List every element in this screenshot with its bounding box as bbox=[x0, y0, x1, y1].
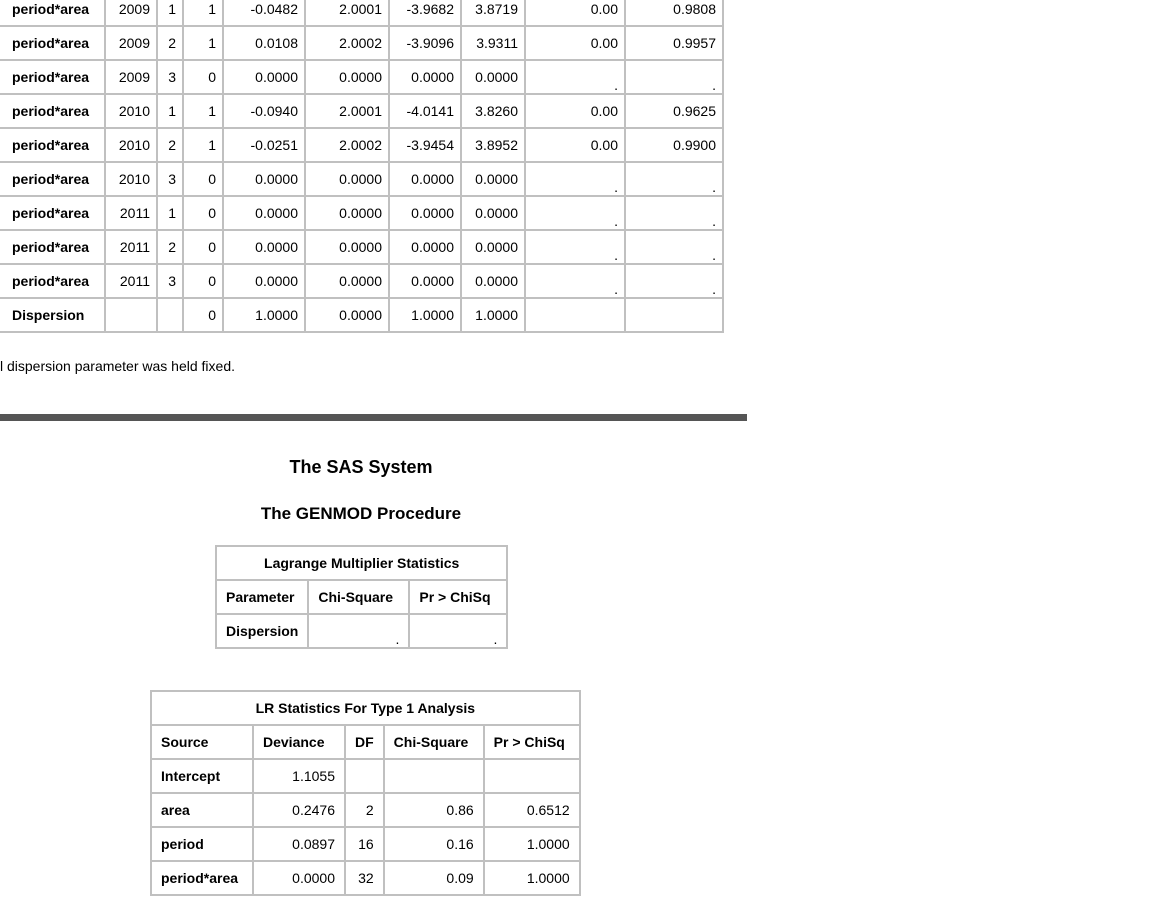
lr-prchisq: 0.6512 bbox=[484, 793, 580, 827]
lagrange-multiplier-table bbox=[215, 545, 508, 649]
param-level: 2 bbox=[157, 230, 183, 264]
lr-row bbox=[151, 793, 580, 827]
lr-header-source: Source bbox=[151, 725, 253, 759]
param-lower-cl: 0.0000 bbox=[389, 230, 461, 264]
param-upper-cl: 0.0000 bbox=[461, 230, 525, 264]
param-row bbox=[0, 264, 723, 298]
param-row bbox=[0, 60, 723, 94]
lr-prchisq: 1.0000 bbox=[484, 861, 580, 895]
param-row bbox=[0, 196, 723, 230]
param-chisquare: . bbox=[525, 264, 625, 298]
param-chisquare: . bbox=[525, 196, 625, 230]
param-level: 3 bbox=[157, 162, 183, 196]
system-title: The SAS System bbox=[289, 457, 433, 477]
param-stderr: 0.0000 bbox=[305, 230, 389, 264]
lr-caption: LR Statistics For Type 1 Analysis bbox=[151, 691, 580, 725]
param-year bbox=[105, 298, 157, 332]
lm-caption: Lagrange Multiplier Statistics bbox=[216, 546, 507, 580]
param-prchisq: 0.9957 bbox=[625, 26, 723, 60]
param-stderr: 2.0001 bbox=[305, 94, 389, 128]
param-lower-cl: -3.9682 bbox=[389, 0, 461, 26]
param-upper-cl: 3.8952 bbox=[461, 128, 525, 162]
lr-header-df: DF bbox=[345, 725, 384, 759]
param-df: 1 bbox=[183, 128, 223, 162]
param-name: Dispersion bbox=[0, 298, 105, 332]
lr-df: 16 bbox=[345, 827, 384, 861]
param-estimate: 0.0000 bbox=[223, 60, 305, 94]
param-year: 2009 bbox=[105, 26, 157, 60]
param-year: 2011 bbox=[105, 196, 157, 230]
param-level: 1 bbox=[157, 94, 183, 128]
param-level: 3 bbox=[157, 60, 183, 94]
param-df: 0 bbox=[183, 196, 223, 230]
param-level: 1 bbox=[157, 0, 183, 26]
lr-prchisq: 1.0000 bbox=[484, 827, 580, 861]
param-upper-cl: 1.0000 bbox=[461, 298, 525, 332]
param-prchisq: . bbox=[625, 196, 723, 230]
param-year: 2010 bbox=[105, 94, 157, 128]
param-name: period*area bbox=[0, 230, 105, 264]
param-name: period*area bbox=[0, 60, 105, 94]
lr-header-prchisq: Pr > ChiSq bbox=[484, 725, 580, 759]
param-estimate: 0.0000 bbox=[223, 264, 305, 298]
param-year: 2011 bbox=[105, 230, 157, 264]
lr-row bbox=[151, 827, 580, 861]
param-df: 0 bbox=[183, 230, 223, 264]
param-lower-cl: -3.9454 bbox=[389, 128, 461, 162]
param-name: period*area bbox=[0, 196, 105, 230]
param-name: period*area bbox=[0, 264, 105, 298]
param-row bbox=[0, 128, 723, 162]
lm-header-prchisq: Pr > ChiSq bbox=[409, 580, 507, 614]
param-name: period*area bbox=[0, 128, 105, 162]
lr-source: area bbox=[151, 793, 253, 827]
param-estimate: -0.0482 bbox=[223, 0, 305, 26]
param-upper-cl: 3.8719 bbox=[461, 0, 525, 26]
param-upper-cl: 0.0000 bbox=[461, 162, 525, 196]
param-prchisq: . bbox=[625, 162, 723, 196]
param-estimate: 1.0000 bbox=[223, 298, 305, 332]
param-stderr: 0.0000 bbox=[305, 264, 389, 298]
param-df: 1 bbox=[183, 0, 223, 26]
param-chisquare: 0.00 bbox=[525, 26, 625, 60]
param-lower-cl: 0.0000 bbox=[389, 196, 461, 230]
param-df: 0 bbox=[183, 298, 223, 332]
param-year: 2009 bbox=[105, 0, 157, 26]
lr-header-deviance: Deviance bbox=[253, 725, 345, 759]
param-estimate: -0.0251 bbox=[223, 128, 305, 162]
param-stderr: 0.0000 bbox=[305, 298, 389, 332]
param-chisquare: . bbox=[525, 60, 625, 94]
param-upper-cl: 3.9311 bbox=[461, 26, 525, 60]
param-upper-cl: 3.8260 bbox=[461, 94, 525, 128]
param-lower-cl: 0.0000 bbox=[389, 162, 461, 196]
param-stderr: 2.0001 bbox=[305, 0, 389, 26]
param-row bbox=[0, 162, 723, 196]
param-prchisq: 0.9808 bbox=[625, 0, 723, 26]
lr-header-chisquare: Chi-Square bbox=[384, 725, 484, 759]
lm-row-parameter: Dispersion bbox=[216, 614, 308, 648]
param-level bbox=[157, 298, 183, 332]
param-df: 1 bbox=[183, 26, 223, 60]
param-lower-cl: 0.0000 bbox=[389, 60, 461, 94]
parameter-estimates-table bbox=[0, 0, 724, 333]
param-chisquare: 0.00 bbox=[525, 0, 625, 26]
param-prchisq: . bbox=[625, 264, 723, 298]
param-df: 0 bbox=[183, 162, 223, 196]
param-df: 0 bbox=[183, 60, 223, 94]
param-stderr: 0.0000 bbox=[305, 60, 389, 94]
param-chisquare: . bbox=[525, 230, 625, 264]
param-df: 1 bbox=[183, 94, 223, 128]
param-row bbox=[0, 298, 723, 332]
param-stderr: 2.0002 bbox=[305, 26, 389, 60]
param-year: 2010 bbox=[105, 162, 157, 196]
param-level: 2 bbox=[157, 128, 183, 162]
param-df: 0 bbox=[183, 264, 223, 298]
param-row bbox=[0, 94, 723, 128]
param-row bbox=[0, 26, 723, 60]
lr-chisquare: 0.09 bbox=[384, 861, 484, 895]
lm-row-chisquare: . bbox=[308, 614, 409, 648]
param-name: period*area bbox=[0, 162, 105, 196]
param-stderr: 0.0000 bbox=[305, 162, 389, 196]
param-level: 3 bbox=[157, 264, 183, 298]
param-upper-cl: 0.0000 bbox=[461, 264, 525, 298]
param-year: 2011 bbox=[105, 264, 157, 298]
lr-chisquare: 0.16 bbox=[384, 827, 484, 861]
param-level: 1 bbox=[157, 196, 183, 230]
dispersion-footnote: l dispersion parameter was held fixed. bbox=[0, 358, 236, 374]
lr-statistics-body bbox=[151, 759, 580, 895]
param-year: 2010 bbox=[105, 128, 157, 162]
param-chisquare: . bbox=[525, 162, 625, 196]
param-name: period*area bbox=[0, 94, 105, 128]
lm-row-prchisq: . bbox=[409, 614, 507, 648]
param-chisquare bbox=[525, 298, 625, 332]
param-prchisq: 0.9625 bbox=[625, 94, 723, 128]
lr-row bbox=[151, 861, 580, 895]
param-prchisq: 0.9900 bbox=[625, 128, 723, 162]
param-estimate: 0.0000 bbox=[223, 196, 305, 230]
param-upper-cl: 0.0000 bbox=[461, 60, 525, 94]
lr-row bbox=[151, 759, 580, 793]
param-prchisq: . bbox=[625, 60, 723, 94]
page-divider bbox=[0, 414, 747, 421]
lr-deviance: 0.0897 bbox=[253, 827, 345, 861]
param-chisquare: 0.00 bbox=[525, 128, 625, 162]
lr-deviance: 1.1055 bbox=[253, 759, 345, 793]
lr-df bbox=[345, 759, 384, 793]
param-estimate: -0.0940 bbox=[223, 94, 305, 128]
param-row bbox=[0, 230, 723, 264]
lr-source: Intercept bbox=[151, 759, 253, 793]
param-stderr: 2.0002 bbox=[305, 128, 389, 162]
param-lower-cl: -4.0141 bbox=[389, 94, 461, 128]
param-estimate: 0.0000 bbox=[223, 230, 305, 264]
lr-df: 2 bbox=[345, 793, 384, 827]
param-row bbox=[0, 0, 723, 26]
param-lower-cl: 1.0000 bbox=[389, 298, 461, 332]
param-estimate: 0.0000 bbox=[223, 162, 305, 196]
procedure-title: The GENMOD Procedure bbox=[260, 504, 462, 523]
lr-source: period*area bbox=[151, 861, 253, 895]
lm-header-parameter: Parameter bbox=[216, 580, 308, 614]
param-estimate: 0.0108 bbox=[223, 26, 305, 60]
param-level: 2 bbox=[157, 26, 183, 60]
parameter-estimates-body bbox=[0, 0, 723, 332]
param-lower-cl: -3.9096 bbox=[389, 26, 461, 60]
param-name: period*area bbox=[0, 0, 105, 26]
lm-header-chisquare: Chi-Square bbox=[308, 580, 409, 614]
param-prchisq bbox=[625, 298, 723, 332]
lr-chisquare bbox=[384, 759, 484, 793]
param-chisquare: 0.00 bbox=[525, 94, 625, 128]
param-name: period*area bbox=[0, 26, 105, 60]
param-year: 2009 bbox=[105, 60, 157, 94]
lr-df: 32 bbox=[345, 861, 384, 895]
lr-statistics-table bbox=[150, 690, 581, 896]
param-stderr: 0.0000 bbox=[305, 196, 389, 230]
param-lower-cl: 0.0000 bbox=[389, 264, 461, 298]
param-prchisq: . bbox=[625, 230, 723, 264]
lr-deviance: 0.2476 bbox=[253, 793, 345, 827]
param-upper-cl: 0.0000 bbox=[461, 196, 525, 230]
lr-source: period bbox=[151, 827, 253, 861]
lr-chisquare: 0.86 bbox=[384, 793, 484, 827]
lr-deviance: 0.0000 bbox=[253, 861, 345, 895]
lr-prchisq bbox=[484, 759, 580, 793]
